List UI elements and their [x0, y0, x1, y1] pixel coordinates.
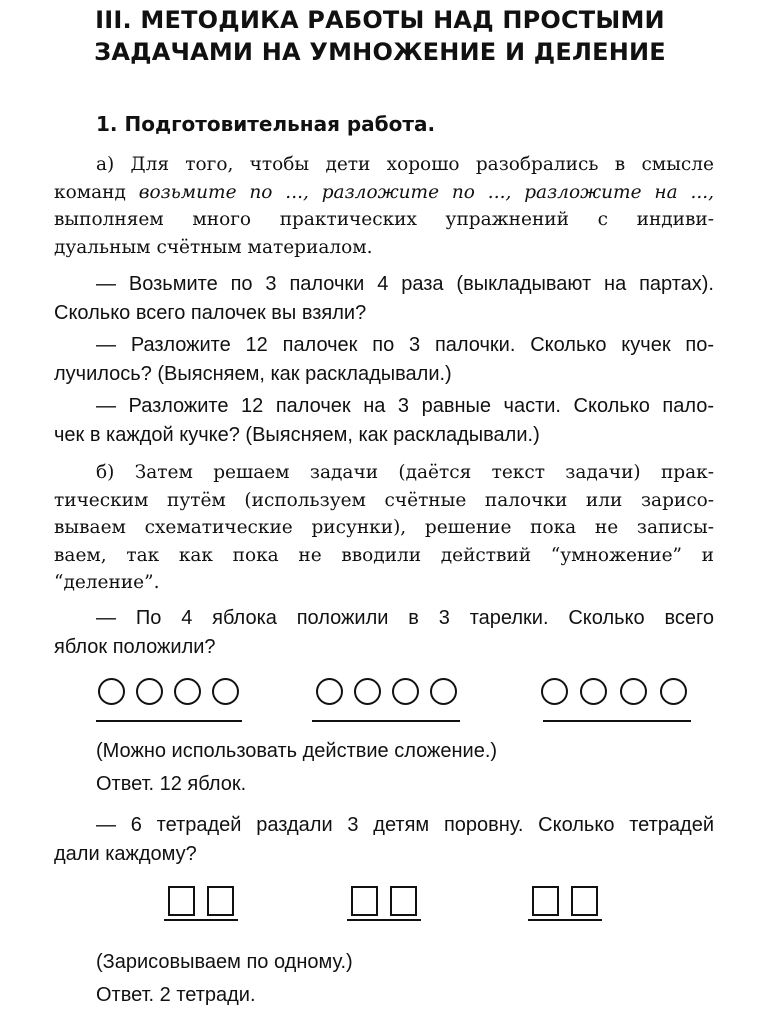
- child-group: [164, 886, 238, 936]
- question-line: лучилось? (Выясняем, как раскладывали.): [54, 363, 452, 385]
- question-4: [54, 604, 714, 662]
- apple-circle: [354, 678, 381, 705]
- paragraph-b-line: б) Затем решаем задачи (даётся текст задачи) прак-: [96, 462, 714, 483]
- notebook-square: [390, 886, 417, 916]
- title-line-1: III. МЕТОДИКА РАБОТЫ НАД ПРОСТЫМИ: [95, 6, 665, 34]
- page-title: [60, 4, 700, 68]
- apple-circle: [174, 678, 201, 705]
- child-group: [528, 886, 602, 936]
- command-lay-by: разложите по ...,: [321, 181, 512, 203]
- question-3: [54, 392, 714, 450]
- notebook-square: [207, 886, 234, 916]
- paragraph-a: [54, 151, 714, 261]
- apple-circle: [392, 678, 419, 705]
- question-line: яблок положили?: [54, 636, 216, 658]
- command-take-by: возьмите по ...,: [138, 181, 309, 203]
- answer-notebooks: Ответ. 2 тетради.: [96, 984, 256, 1006]
- apple-circle: [541, 678, 568, 705]
- paragraph-b-line: “деление”.: [54, 572, 160, 593]
- child-line: [164, 919, 238, 921]
- title-line-2: ЗАДАЧАМИ НА УМНОЖЕНИЕ И ДЕЛЕНИЕ: [94, 38, 666, 66]
- question-line: дали каждому?: [54, 843, 197, 865]
- apple-circle: [136, 678, 163, 705]
- plate-group: [312, 678, 460, 728]
- question-line: — Разложите 12 палочек на 3 равные части. Сколько пало-: [96, 395, 714, 417]
- apple-circle: [580, 678, 607, 705]
- commands-prefix: команд: [54, 181, 126, 203]
- apple-circle: [98, 678, 125, 705]
- notebook-square: [571, 886, 598, 916]
- apple-circle: [316, 678, 343, 705]
- apple-circle: [620, 678, 647, 705]
- child-line: [528, 919, 602, 921]
- question-1: [54, 270, 714, 328]
- question-5: [54, 811, 714, 869]
- paragraph-b-line: ваем, так как пока не вводили действий “умножение” и: [54, 544, 714, 566]
- notebook-square: [351, 886, 378, 916]
- apple-circle: [430, 678, 457, 705]
- section-heading: 1. Подготовительная работа.: [96, 112, 436, 136]
- command-lay-into: разложите на ...,: [524, 181, 714, 203]
- paragraph-b-line: тическим путём (используем счётные палочки или зарисо-: [54, 489, 714, 511]
- notebook-square: [168, 886, 195, 916]
- paragraph-a-line-commands: [54, 179, 714, 207]
- paragraph-b-line: вываем схематические рисунки), решение пока не записы-: [54, 517, 714, 538]
- answer-apples: Ответ. 12 яблок.: [96, 773, 247, 795]
- plate-line: [543, 720, 691, 722]
- note-drawing: (Зарисовываем по одному.): [96, 951, 353, 973]
- child-line: [347, 919, 421, 921]
- question-line: — Возьмите по 3 палочки 4 раза (выкладывают на партах).: [96, 273, 714, 295]
- question-2: [54, 331, 714, 389]
- paragraph-a-line: выполняем много практических упражнений с индиви-: [54, 209, 714, 230]
- paragraph-a-line: а) Для того, чтобы дети хорошо разобрались в смысле: [96, 154, 714, 175]
- paragraph-a-line: дуальным счётным материалом.: [54, 236, 373, 258]
- apple-circle: [212, 678, 239, 705]
- plate-line: [312, 720, 460, 722]
- question-line: Сколько всего палочек вы взяли?: [54, 302, 367, 324]
- note-addition: (Можно использовать действие сложение.): [96, 740, 498, 762]
- apple-circle: [660, 678, 687, 705]
- question-line: — 6 тетрадей раздали 3 детям поровну. Сколько тетрадей: [96, 814, 714, 836]
- question-line: чек в каждой кучке? (Выясняем, как раскладывали.): [54, 424, 540, 446]
- plate-group: [96, 678, 242, 728]
- notebook-square: [532, 886, 559, 916]
- question-line: — Разложите 12 палочек по 3 палочки. Сколько кучек по-: [96, 334, 714, 356]
- plate-line: [96, 720, 242, 722]
- plate-group: [537, 678, 691, 728]
- question-line: — По 4 яблока положили в 3 тарелки. Сколько всего: [96, 607, 714, 629]
- paragraph-b: [54, 459, 714, 597]
- child-group: [347, 886, 421, 936]
